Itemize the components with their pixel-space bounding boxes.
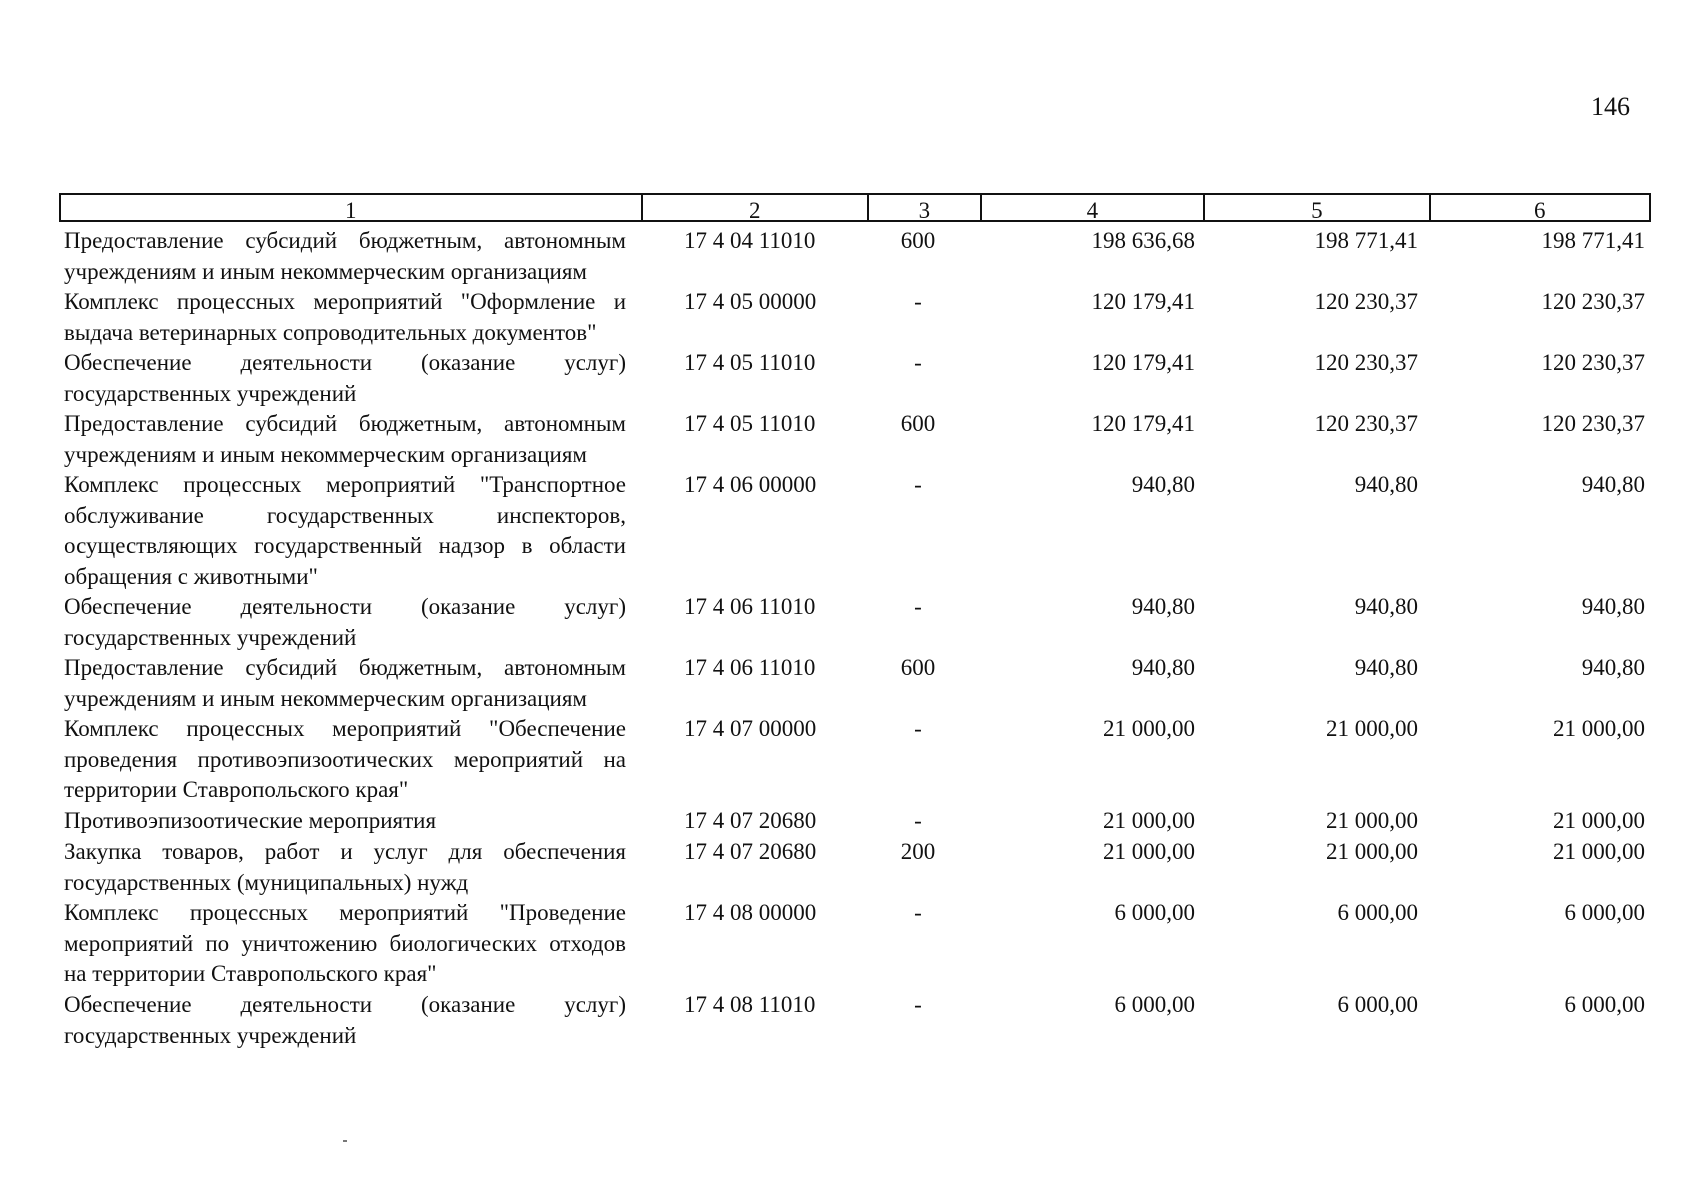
row-name: Предоставление субсидий бюджетным, автономным учреждениям и иным некоммерческим организациям	[64, 228, 626, 284]
row-code: 17 4 07 20680	[684, 808, 817, 833]
row-value-6: 198 771,41	[1541, 228, 1645, 253]
table-header	[59, 193, 1651, 222]
row-name: Комплекс процессных мероприятий "Обеспечение проведения противоэпизоотических мероприятий на территории Ставропольского края"	[64, 716, 626, 802]
row-value-6: 6 000,00	[1564, 900, 1645, 925]
row-code: 17 4 08 11010	[684, 992, 816, 1017]
row-value-5: 6 000,00	[1337, 992, 1418, 1017]
header-col-4: 4	[982, 195, 1205, 220]
row-value-4: 6 000,00	[1114, 900, 1195, 925]
row-name: Обеспечение деятельности (оказание услуг) государственных учреждений	[64, 992, 626, 1048]
row-value-5: 21 000,00	[1326, 839, 1418, 864]
header-col-6: 6	[1534, 198, 1546, 220]
row-value-4: 6 000,00	[1114, 992, 1195, 1017]
row-code: 17 4 07 20680	[684, 839, 817, 864]
row-value-6: 21 000,00	[1553, 808, 1645, 833]
row-code: 17 4 08 00000	[684, 900, 817, 925]
row-name: Комплекс процессных мероприятий "Транспортное обслуживание государственных инспекторов, осуществляющих государственный надзор в области обращения с животными"	[64, 472, 626, 589]
header-col-2: 2	[643, 195, 869, 220]
row-type: -	[914, 472, 922, 497]
row-value-5: 120 230,37	[1314, 289, 1418, 314]
row-code: 17 4 04 11010	[684, 228, 816, 253]
row-type: -	[914, 716, 922, 741]
row-value-6: 21 000,00	[1553, 839, 1645, 864]
row-value-6: 940,80	[1581, 472, 1645, 497]
row-code: 17 4 05 00000	[684, 289, 817, 314]
row-value-5: 120 230,37	[1314, 411, 1418, 436]
row-code: 17 4 07 00000	[684, 716, 817, 741]
header-col-1: 1	[61, 195, 643, 220]
row-value-4: 21 000,00	[1103, 808, 1195, 833]
row-type: -	[914, 900, 922, 925]
row-name: Предоставление субсидий бюджетным, автономным учреждениям и иным некоммерческим организациям	[64, 655, 626, 711]
row-type: 600	[900, 411, 936, 436]
row-value-6: 940,80	[1581, 594, 1645, 619]
row-type: 600	[900, 655, 936, 680]
row-value-5: 940,80	[1354, 472, 1418, 497]
row-code: 17 4 05 11010	[684, 411, 816, 436]
row-value-4: 120 179,41	[1091, 350, 1195, 375]
row-value-6: 120 230,37	[1541, 289, 1645, 314]
header-col-5: 5	[1205, 195, 1430, 220]
row-value-5: 940,80	[1354, 594, 1418, 619]
row-type: 200	[900, 839, 936, 864]
row-name: Комплекс процессных мероприятий "Проведение мероприятий по уничтожению биологических отходов на территории Ставропольского края"	[64, 900, 626, 986]
row-code: 17 4 06 11010	[684, 594, 816, 619]
row-value-6: 940,80	[1581, 655, 1645, 680]
row-name: Обеспечение деятельности (оказание услуг) государственных учреждений	[64, 594, 626, 650]
row-code: 17 4 06 11010	[684, 655, 816, 680]
row-value-4: 21 000,00	[1103, 839, 1195, 864]
row-value-4: 120 179,41	[1091, 289, 1195, 314]
row-name: Предоставление субсидий бюджетным, автономным учреждениям и иным некоммерческим организациям	[64, 411, 626, 467]
row-value-5: 6 000,00	[1337, 900, 1418, 925]
row-code: 17 4 05 11010	[684, 350, 816, 375]
row-value-5: 21 000,00	[1326, 808, 1418, 833]
row-type: 600	[900, 228, 936, 253]
row-value-4: 940,80	[1131, 472, 1195, 497]
row-type: -	[914, 808, 922, 833]
row-value-4: 940,80	[1131, 594, 1195, 619]
row-value-6: 120 230,37	[1541, 411, 1645, 436]
page-number: 146	[1591, 92, 1630, 121]
row-value-4: 120 179,41	[1091, 411, 1195, 436]
row-name: Противоэпизоотические мероприятия	[64, 808, 437, 833]
row-type: -	[914, 350, 922, 375]
row-value-5: 21 000,00	[1326, 716, 1418, 741]
row-value-4: 940,80	[1131, 655, 1195, 680]
scan-speck	[343, 1140, 347, 1142]
row-type: -	[914, 594, 922, 619]
row-name: Обеспечение деятельности (оказание услуг) государственных учреждений	[64, 350, 626, 406]
row-name: Закупка товаров, работ и услуг для обеспечения государственных (муниципальных) нужд	[64, 839, 626, 895]
row-value-6: 21 000,00	[1553, 716, 1645, 741]
row-type: -	[914, 992, 922, 1017]
row-value-4: 21 000,00	[1103, 716, 1195, 741]
row-value-5: 120 230,37	[1314, 350, 1418, 375]
row-value-6: 120 230,37	[1541, 350, 1645, 375]
row-value-6: 6 000,00	[1564, 992, 1645, 1017]
header-col-3: 3	[869, 195, 982, 220]
row-value-5: 198 771,41	[1314, 228, 1418, 253]
row-name: Комплекс процессных мероприятий "Оформление и выдача ветеринарных сопроводительных документов"	[64, 289, 626, 345]
row-code: 17 4 06 00000	[684, 472, 817, 497]
row-value-5: 940,80	[1354, 655, 1418, 680]
row-value-4: 198 636,68	[1091, 228, 1195, 253]
row-type: -	[914, 289, 922, 314]
